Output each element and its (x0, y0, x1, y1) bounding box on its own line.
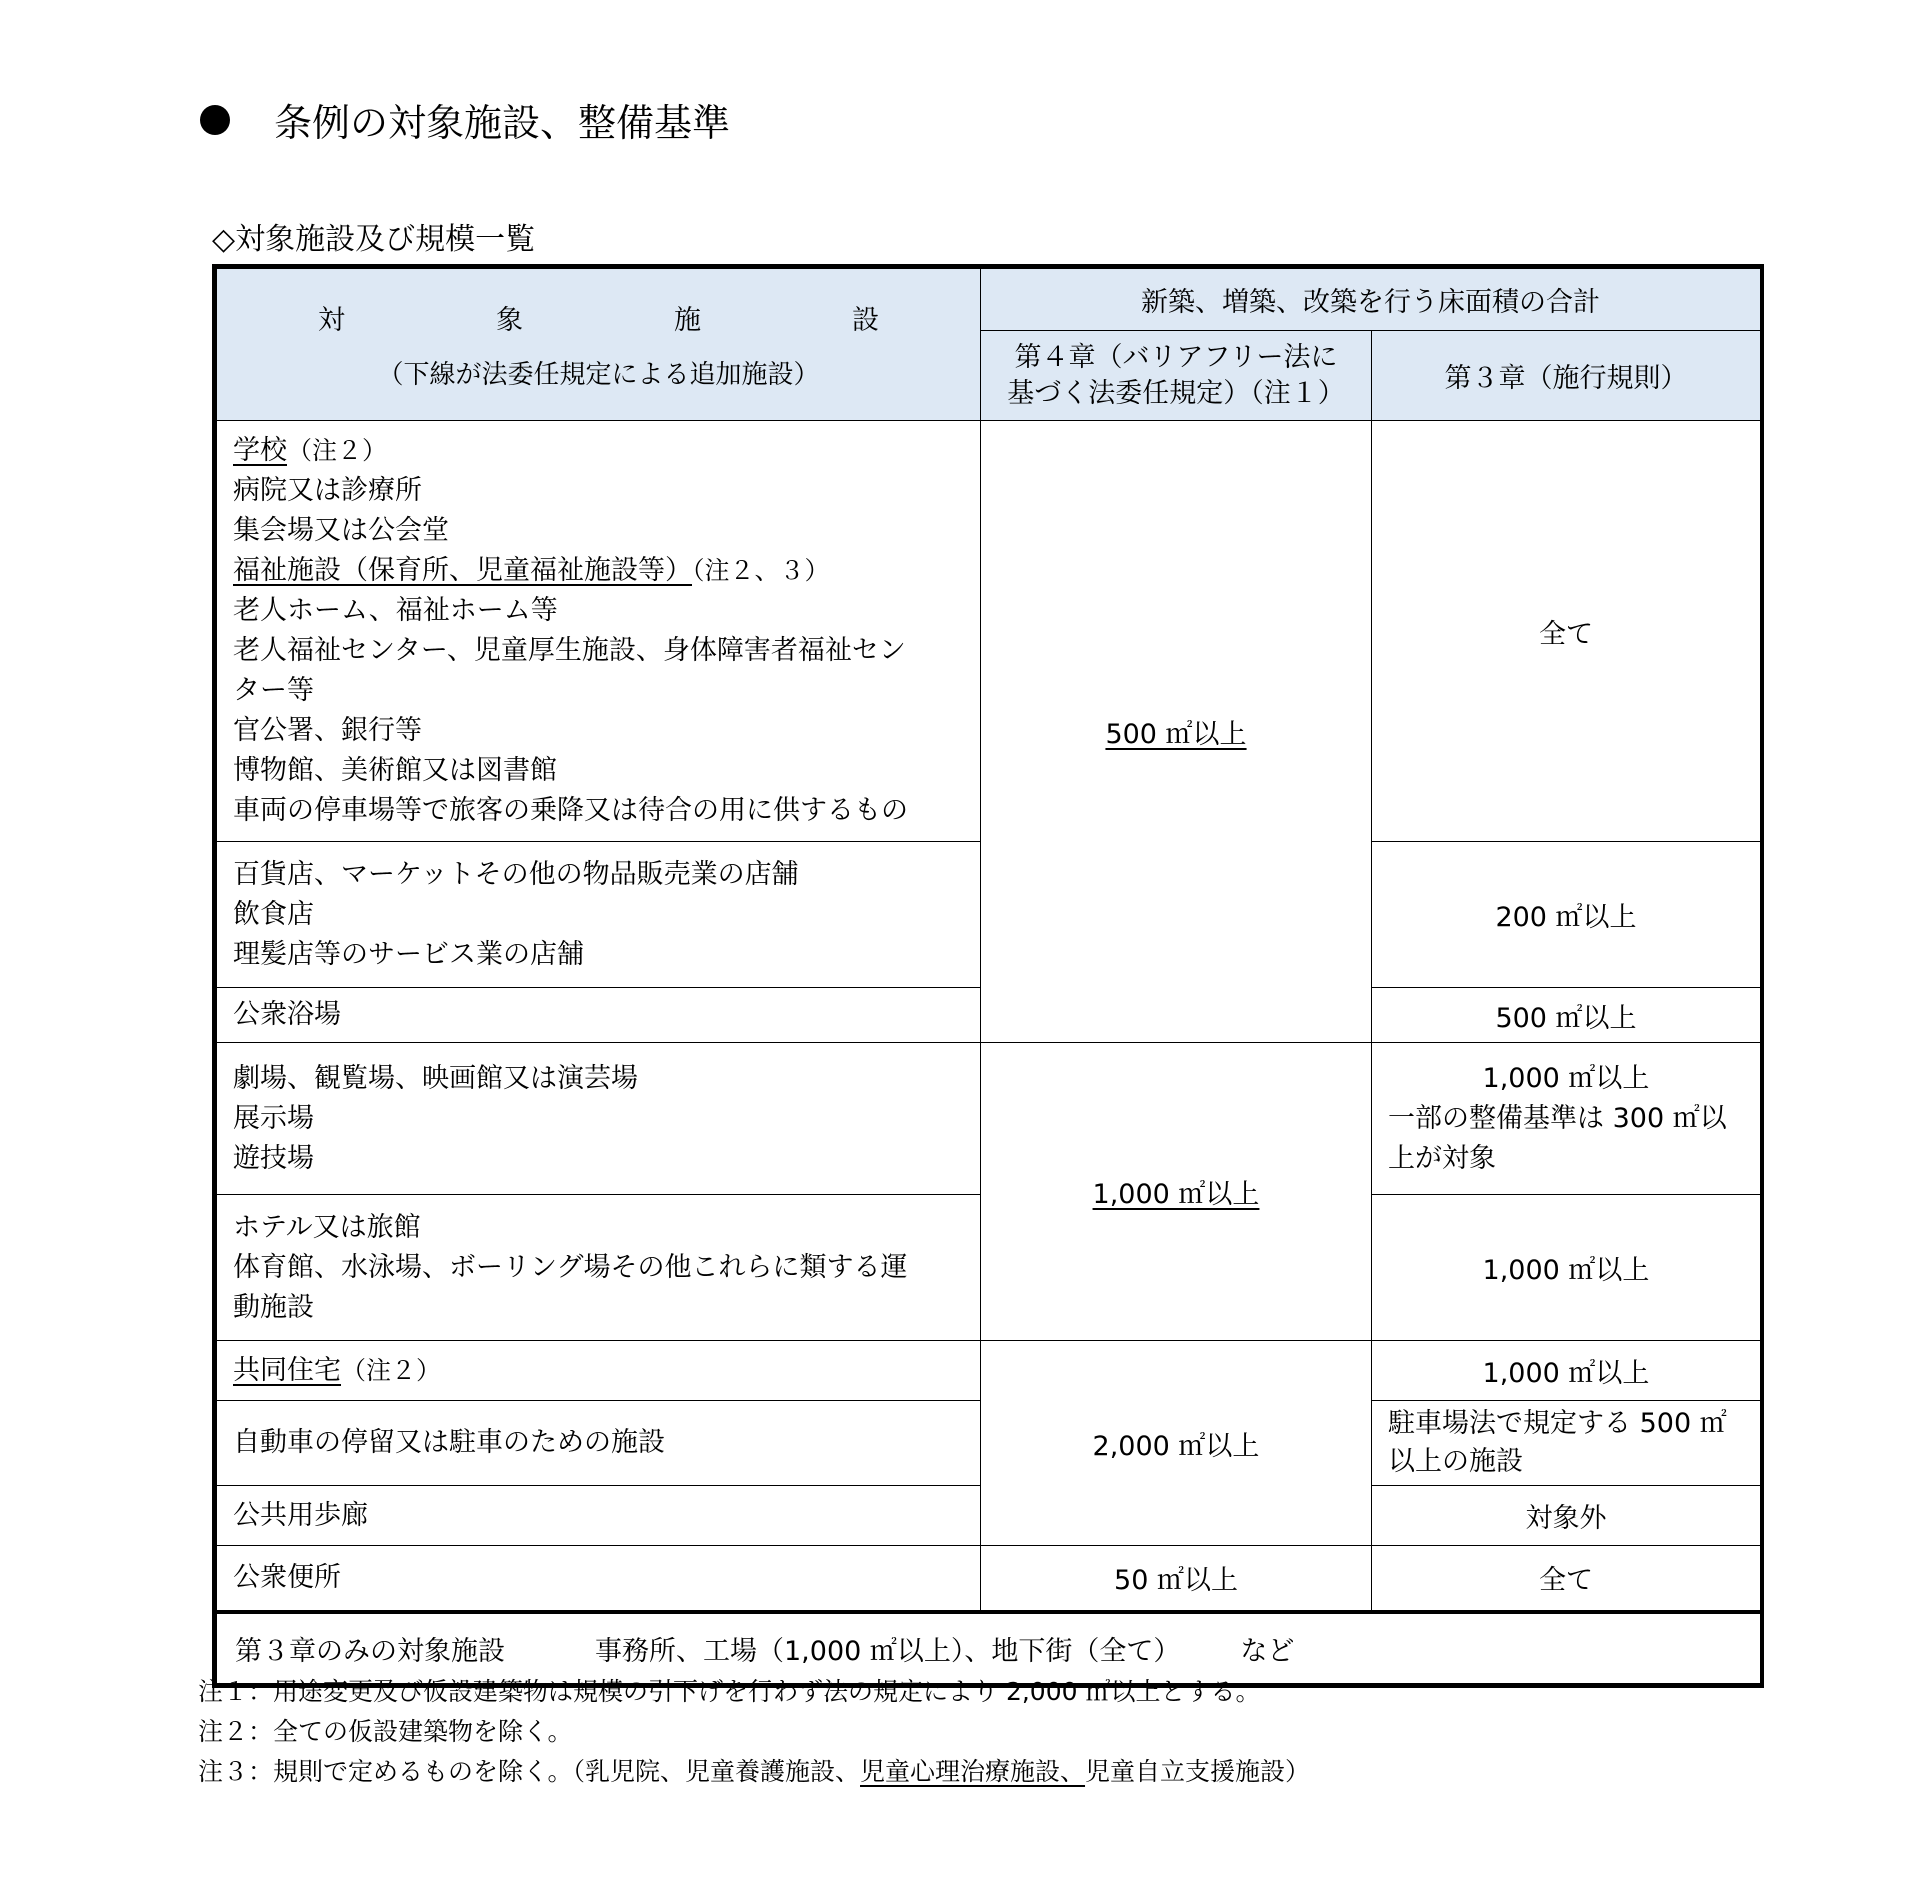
facility-item: ター等 (233, 675, 314, 706)
header-ch4 (981, 331, 1372, 421)
facility-table (212, 264, 1764, 1688)
header-facility (217, 269, 981, 421)
footnote-3: 注３：規則で定めるものを除く。（乳児院、児童養護施設、児童心理治療施設、児童自立支援施設） (198, 1757, 1311, 1786)
facility-item: 体育館、水泳場、ボーリング場その他これらに類する運 (233, 1251, 908, 1283)
page-title (200, 92, 730, 147)
bullet-icon (200, 105, 230, 135)
section-subtitle: ◇対象施設及び規模一覧 (212, 222, 536, 257)
facility-item: ホテル又は旅館 (233, 1211, 421, 1243)
facility-item: 飲食店 (233, 898, 314, 930)
footnotes (198, 1672, 1310, 1792)
facility-item: 動施設 (233, 1291, 314, 1323)
header-facility-note: （下線が法委任規定による追加施設） (377, 359, 820, 390)
facility-item: 老人福祉センター、児童厚生施設、身体障害者福祉セン (233, 635, 906, 666)
ch3-value-group-8: 対象外 (1372, 1486, 1761, 1546)
ch4-value-50: 50 ㎡以上 (981, 1546, 1372, 1612)
facility-group-3: 公衆浴場 (217, 988, 981, 1043)
chapter3-only-label: 第３章のみの対象施設 (235, 1635, 505, 1667)
ch3-value-group-3: 500 ㎡以上 (1372, 988, 1761, 1043)
header-facility-label: 対 象 施 設 (318, 304, 941, 336)
facility-group-7: 自動車の停留又は駐車のための施設 (217, 1401, 981, 1486)
facility-item: 理髪店等のサービス業の店舗 (233, 938, 584, 970)
facility-item: 集会場又は公会堂 (233, 515, 449, 546)
facility-item: 老人ホーム、福祉ホーム等 (233, 595, 558, 626)
facility-group-4 (217, 1043, 981, 1195)
facility-item: 展示場 (233, 1102, 314, 1134)
facility-item: 遊技場 (233, 1142, 314, 1174)
facility-group-6: 共同住宅（注２） (217, 1341, 981, 1401)
ch3-value-group-7: 駐車場法で規定する 500 ㎡ 以上の施設 (1372, 1401, 1761, 1486)
facility-group-9: 公衆便所 (217, 1546, 981, 1612)
facility-item: 車両の停車場等で旅客の乗降又は待合の用に供するもの (233, 795, 908, 826)
ch4-value-500: 500 ㎡以上 (981, 421, 1372, 1043)
facility-item: 学校（注２） (233, 435, 388, 466)
footnote-2: 注２：全ての仮設建築物を除く。 (198, 1717, 573, 1746)
page-title-text: 条例の対象施設、整備基準 (274, 101, 731, 145)
ch3-value-group-1: 全て (1372, 421, 1761, 842)
facility-item: 博物館、美術館又は図書館 (233, 755, 557, 786)
facility-group-8: 公共用歩廊 (217, 1486, 981, 1546)
footnote-1: 注１：用途変更及び仮設建築物は規模の引下げを行わず法の規定により 2,000 ㎡以上とする。 (198, 1677, 1261, 1706)
facility-group-1 (217, 421, 981, 842)
facility-item: 福祉施設（保育所、児童福祉施設等）（注２、３） (233, 555, 830, 586)
facility-item: 百貨店、マーケットその他の物品販売業の店舗 (233, 858, 799, 890)
facility-item: 病院又は診療所 (233, 475, 422, 506)
facility-group-2 (217, 842, 981, 988)
header-ch4-line2: 基づく法委任規定）（注１） (1007, 377, 1345, 409)
facility-item: 官公署、銀行等 (233, 715, 422, 746)
header-ch4-line1: 第４章（バリアフリー法に (1014, 341, 1338, 373)
ch3-value-group-9: 全て (1372, 1546, 1761, 1612)
ch3-value-group-2: 200 ㎡以上 (1372, 842, 1761, 988)
ch4-value-2000: 2,000 ㎡以上 (981, 1341, 1372, 1546)
facility-item: 劇場、観覧場、映画館又は演芸場 (233, 1062, 638, 1094)
ch3-value-group-6: 1,000 ㎡以上 (1372, 1341, 1761, 1401)
facility-group-5 (217, 1195, 981, 1341)
header-floor-total: 新築、増築、改築を行う床面積の合計 (981, 269, 1761, 331)
header-ch3: 第３章（施行規則） (1372, 331, 1761, 421)
ch3-value-group-5: 1,000 ㎡以上 (1372, 1195, 1761, 1341)
ch3-value-group-4: 1,000 ㎡以上 一部の整備基準は 300 ㎡以 上が対象 (1372, 1043, 1761, 1195)
chapter3-only-etc: など (1240, 1635, 1295, 1667)
chapter3-only-content: 事務所、工場（1,000 ㎡以上）、地下街（全て） (595, 1635, 1181, 1667)
ch4-value-1000: 1,000 ㎡以上 (981, 1043, 1372, 1341)
